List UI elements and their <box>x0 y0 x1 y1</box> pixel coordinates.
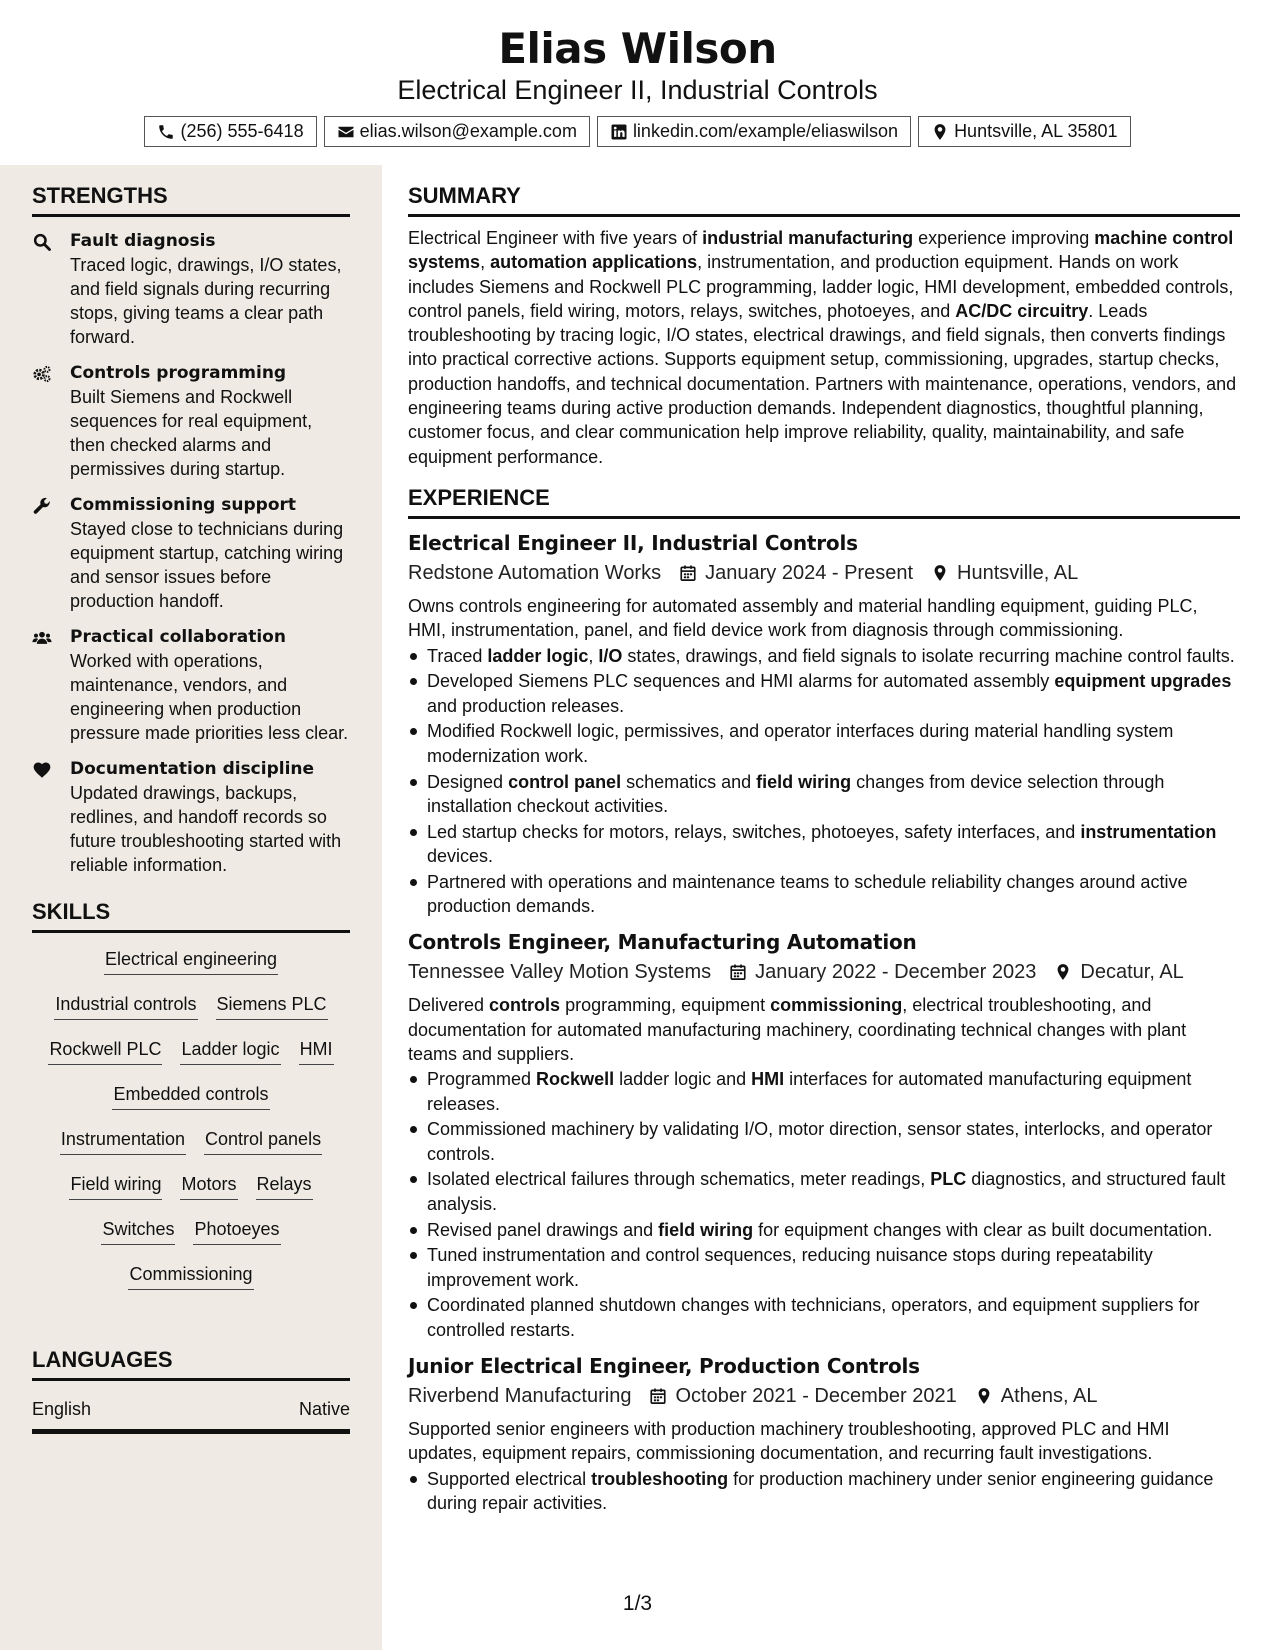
skill-tag: Siemens PLC <box>216 992 328 1020</box>
job-meta <box>408 558 1240 588</box>
skill-row <box>32 1037 350 1082</box>
job-bullet: Tuned instrumentation and control sequences, reducing nuisance stops during repeatability improvement work. <box>408 1243 1240 1292</box>
strength-description: Updated drawings, backups, redlines, and handoff records so future troubleshooting started with reliable information. <box>70 783 342 875</box>
users-icon <box>32 628 52 648</box>
job-bullet: Partnered with operations and maintenance teams to schedule reliability changes around active production demands. <box>408 870 1240 919</box>
sidebar <box>0 165 382 1650</box>
job-company: Redstone Automation Works <box>408 561 662 584</box>
job-bullet: Traced ladder logic, I/O states, drawings, and field signals to isolate recurring machine control faults. <box>408 644 1240 668</box>
candidate-headline: Electrical Engineer II, Industrial Controls <box>397 75 878 105</box>
contact-email-text: elias.wilson@example.com <box>359 121 577 141</box>
strength-item <box>32 229 350 349</box>
strength-title: Fault diagnosis <box>70 231 216 251</box>
skill-tag: Switches <box>101 1217 175 1245</box>
strength-title: Controls programming <box>70 363 287 383</box>
skill-row <box>32 1262 350 1307</box>
job-dates: January 2022 - December 2023 <box>755 961 1037 984</box>
candidate-name: Elias Wilson <box>498 24 777 73</box>
strength-title: Commissioning support <box>70 495 297 515</box>
job-bullet: Modified Rockwell logic, permissives, and operator interfaces during material handling system modernization work. <box>408 719 1240 768</box>
skill-tag: Motors <box>180 1172 237 1200</box>
gears-icon <box>32 364 52 384</box>
job-location: Huntsville, AL <box>957 561 1079 584</box>
skill-tag: Industrial controls <box>54 992 197 1020</box>
main-content <box>382 165 1275 1650</box>
contact-email[interactable] <box>324 116 590 147</box>
job-bullets <box>408 1067 1240 1342</box>
strength-description: Built Siemens and Rockwell sequences for real equipment, then checked alarms and permissives during startup. <box>70 387 313 479</box>
job-title: Controls Engineer, Manufacturing Automation <box>408 930 917 955</box>
contact-location-text: Huntsville, AL 35801 <box>954 121 1118 141</box>
skills-list <box>32 933 350 1307</box>
job-entry <box>408 927 1240 1342</box>
heart-icon <box>32 760 52 780</box>
contact-phone-text: (256) 555-6418 <box>180 121 304 141</box>
skill-row <box>32 947 350 992</box>
skill-tag: Relays <box>256 1172 313 1200</box>
page-number: 1/3 <box>622 1592 653 1615</box>
summary-heading: SUMMARY <box>408 183 1240 217</box>
job-bullet: Designed control panel schematics and field wiring changes from device selection through installation checkout activities. <box>408 770 1240 819</box>
contact-linkedin[interactable] <box>597 116 911 147</box>
language-name: English <box>32 1399 92 1419</box>
skills-heading: SKILLS <box>32 899 350 933</box>
strength-item <box>32 757 350 877</box>
calendar-icon <box>679 564 697 582</box>
skill-row <box>32 1127 350 1172</box>
job-title: Electrical Engineer II, Industrial Controls <box>408 530 858 555</box>
strength-title: Documentation discipline <box>70 759 315 779</box>
search-icon <box>32 232 52 252</box>
job-bullet: Isolated electrical failures through schematics, meter readings, PLC diagnostics, and structured fault analysis. <box>408 1167 1240 1216</box>
map-pin-icon <box>931 564 949 582</box>
calendar-icon <box>729 963 747 981</box>
job-description: Owns controls engineering for automated assembly and material handling equipment, guiding PLC, HMI, instrumentation, panel, and field device work from diagnosis through commissioning. <box>408 595 1198 641</box>
calendar-icon <box>649 1387 667 1405</box>
map-pin-icon <box>1054 963 1072 981</box>
languages-heading: LANGUAGES <box>32 1347 350 1381</box>
job-dates: January 2024 - Present <box>705 561 914 584</box>
skill-tag: Embedded controls <box>112 1082 269 1110</box>
job-bullet: Coordinated planned shutdown changes with technicians, operators, and equipment suppliers for controlled restarts. <box>408 1293 1240 1342</box>
contact-location[interactable] <box>918 116 1130 147</box>
strength-item <box>32 493 350 613</box>
job-description: Delivered controls programming, equipment commissioning, electrical troubleshooting, and documentation for automated manufacturing machinery, coordinating technical changes with plant teams and suppliers. <box>408 995 1187 1064</box>
skill-row <box>32 992 350 1037</box>
envelope-icon <box>337 123 355 141</box>
job-company: Tennessee Valley Motion Systems <box>408 961 712 984</box>
skill-tag: Field wiring <box>69 1172 162 1200</box>
skill-tag: Photoeyes <box>193 1217 280 1245</box>
language-level: Native <box>298 1399 350 1419</box>
job-meta <box>408 1381 1240 1411</box>
map-pin-icon <box>931 123 949 141</box>
strength-item <box>32 361 350 481</box>
phone-icon <box>157 123 175 141</box>
skill-tag: Commissioning <box>128 1262 253 1290</box>
experience-heading: EXPERIENCE <box>408 485 1240 519</box>
job-bullet: Led startup checks for motors, relays, switches, photoeyes, safety interfaces, and instrumentation devices. <box>408 820 1240 869</box>
job-entry <box>408 1351 1240 1515</box>
skill-tag: Ladder logic <box>180 1037 280 1065</box>
strength-title: Practical collaboration <box>70 627 286 647</box>
job-entry <box>408 528 1240 918</box>
skill-row <box>32 1217 350 1262</box>
job-dates: October 2021 - December 2021 <box>675 1384 957 1407</box>
job-bullet: Revised panel drawings and field wiring for equipment changes with clear as built documentation. <box>408 1218 1240 1242</box>
skill-tag: Electrical engineering <box>104 947 278 975</box>
skill-tag: Rockwell PLC <box>48 1037 162 1065</box>
job-bullet: Supported electrical troubleshooting for production machinery under senior engineering guidance during repair activities. <box>408 1467 1240 1516</box>
resume-header <box>0 0 1275 165</box>
contact-linkedin-text: linkedin.com/example/eliaswilson <box>632 121 899 141</box>
contact-phone[interactable] <box>144 116 316 147</box>
job-description: Supported senior engineers with production machinery troubleshooting, approved PLC and HMI updates, equipment repairs, commissioning documentation, and recurring fault investigations. <box>408 1418 1170 1464</box>
skill-row <box>32 1172 350 1217</box>
strengths-list <box>32 229 350 877</box>
strength-description: Worked with operations, maintenance, vendors, and engineering when production pressure made priorities less clear. <box>70 651 349 743</box>
contact-bar <box>0 116 1275 147</box>
strength-description: Traced logic, drawings, I/O states, and field signals during recurring stops, giving teams a clear path forward. <box>70 255 342 347</box>
skill-row <box>32 1082 350 1127</box>
job-company: Riverbend Manufacturing <box>408 1384 632 1407</box>
wrench-icon <box>32 496 52 516</box>
job-meta <box>408 957 1240 987</box>
job-bullet: Programmed Rockwell ladder logic and HMI interfaces for automated manufacturing equipment releases. <box>408 1067 1240 1116</box>
job-bullets <box>408 644 1240 919</box>
skill-tag: Control panels <box>204 1127 322 1155</box>
experience-list <box>408 528 1240 1515</box>
linkedin-icon <box>610 123 628 141</box>
job-bullets <box>408 1467 1240 1516</box>
job-bullet: Commissioned machinery by validating I/O, motor direction, sensor states, interlocks, and operator controls. <box>408 1117 1240 1166</box>
skill-tag: Instrumentation <box>60 1127 186 1155</box>
skill-tag: HMI <box>299 1037 334 1065</box>
strength-description: Stayed close to technicians during equipment startup, catching wiring and sensor issues before production handoff. <box>70 519 344 611</box>
job-location: Athens, AL <box>1000 1384 1098 1407</box>
job-bullet: Developed Siemens PLC sequences and HMI alarms for automated assembly equipment upgrades and production releases. <box>408 669 1240 718</box>
language-item <box>32 1381 350 1434</box>
job-title: Junior Electrical Engineer, Production Controls <box>408 1353 920 1378</box>
summary-text: Electrical Engineer with five years of industrial manufacturing experience improving machine control systems, automation applications, instrumentation, and production equipment. Hands on work includes Siemens and Rockwell PLC programming, ladder logic, HMI development, embedded controls, control panels, field wiring, motors, relays, switches, photoeyes, and AC/DC circuitry. Leads troubleshooting by tracing logic, I/O states, electrical drawings, and field signals, then converts findings into practical corrective actions. Supports equipment setup, commissioning, upgrades, startup checks, production handoffs, and technical documentation. Partners with maintenance, operations, vendors, and engineering teams during active production demands. Independent diagnostics, thoughtful planning, customer focus, and clear communication help improve reliability, quality, maintainability, and safe equipment performance. <box>408 228 1237 467</box>
job-location: Decatur, AL <box>1080 961 1184 984</box>
strengths-heading: STRENGTHS <box>32 183 350 217</box>
strength-item <box>32 625 350 745</box>
map-pin-icon <box>975 1387 993 1405</box>
